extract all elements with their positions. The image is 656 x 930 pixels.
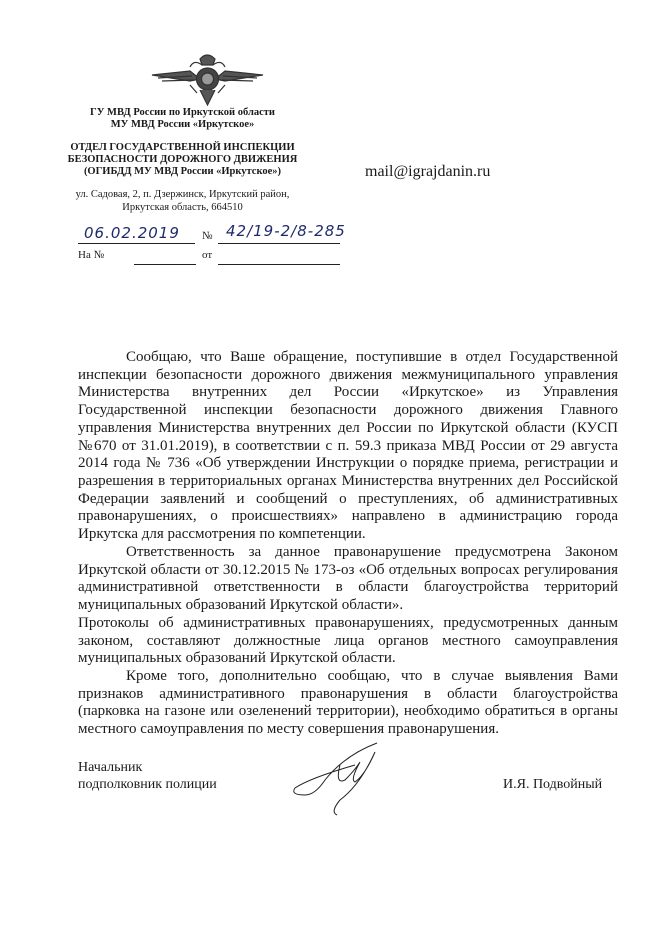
body-line — [78, 455, 618, 472]
body-line — [78, 367, 618, 384]
body-line-text: разрешения в территориальных органах Министерства внутренних дел Российской — [78, 472, 618, 489]
body-line-text: Министерства внутренних дел России «Иркутское» из Управления — [78, 384, 618, 401]
body-line — [78, 473, 618, 490]
body-line-text: законом, составляют должностные лица органов местного самоуправления — [78, 632, 618, 649]
mvd-emblem-icon — [150, 45, 265, 107]
body-line-text: Протоколы об административных правонарушениях, предусмотренных данным — [78, 615, 618, 631]
body-line — [78, 579, 618, 596]
outgoing-number: 42/19-2/8-285 — [226, 222, 346, 240]
body-line — [78, 420, 618, 437]
body-line-text: административной ответственности в области благоустройства территорий — [78, 579, 618, 596]
org-name-line2: МУ МВД России «Иркутское» — [110, 119, 255, 130]
ref-from-underline — [218, 264, 340, 265]
body-line — [78, 650, 618, 667]
body-line — [78, 562, 618, 579]
body-line-text: инспекции безопасности дорожного движения межмуниципального управления — [78, 366, 618, 383]
ref-from-label: от — [202, 249, 213, 261]
body-line-text: №670 от 31.01.2019), в соответствии с п. 59.3 приказа МВД России от 29 августа — [78, 437, 618, 454]
body-line — [126, 349, 618, 366]
body-line — [126, 668, 618, 685]
body-line — [78, 721, 618, 738]
body-line-text: Сообщаю, что Ваше обращение, поступившие в отдел Государственной — [126, 349, 618, 365]
outgoing-date: 06.02.2019 — [84, 224, 180, 242]
number-label: № — [202, 230, 213, 242]
dept-name-line1: ОТДЕЛ ГОСУДАРСТВЕННОЙ ИНСПЕКЦИИ — [70, 142, 295, 153]
body-line-text: 2014 года № 736 «Об утверждении Инструкции о порядке приема, регистрации и — [78, 455, 618, 472]
body-line-text: управления Министерства внутренних дел России по Иркутской области (КУСП — [78, 419, 618, 436]
ref-number-underline — [134, 264, 196, 265]
address-line1: ул. Садовая, 2, п. Дзержинск, Иркутский район, — [75, 189, 290, 200]
body-line — [78, 615, 618, 632]
body-line — [78, 597, 618, 614]
body-line-text: Ответственность за данное правонарушение предусмотрена Законом — [126, 544, 618, 560]
body-line — [78, 633, 618, 650]
recipient-email: mail@igrajdanin.ru — [365, 163, 491, 180]
date-underline — [78, 243, 195, 244]
org-name-line1: ГУ МВД России по Иркутской области — [90, 107, 275, 118]
body-line — [126, 544, 618, 561]
dept-name-line2: БЕЗОПАСНОСТИ ДОРОЖНОГО ДВИЖЕНИЯ — [67, 154, 298, 165]
number-underline — [218, 243, 340, 244]
signer-position-line1: Начальник — [78, 760, 143, 775]
body-line — [78, 686, 618, 703]
body-line-text: признаков административного правонарушения в области благоустройства — [78, 685, 618, 702]
body-line — [78, 491, 618, 508]
body-line-text: местного самоуправления по месту совершения правонарушения. — [78, 721, 499, 738]
body-line-text: муниципальных образований Иркутской области». — [78, 597, 404, 614]
signature-icon — [285, 740, 395, 820]
body-line-text: Иркутской области от 30.12.2015 № 173-оз «Об отдельных вопросах регулирования — [78, 561, 618, 578]
body-line-text: муниципальных образований Иркутской области. — [78, 650, 396, 667]
signer-name: И.Я. Подвойный — [503, 777, 603, 792]
body-line — [78, 526, 618, 543]
body-line — [78, 508, 618, 525]
body-line-text: Государственной инспекции безопасности дорожного движения Главного — [78, 402, 618, 419]
body-line — [78, 384, 618, 401]
body-line — [78, 402, 618, 419]
ref-number-label: На № — [78, 249, 105, 261]
body-line-text: Федерации заявлений и сообщений о преступлениях, об административных — [78, 490, 618, 507]
body-line-text: (парковка на газоне или озеленений территории), необходимо обратиться в органы — [78, 703, 618, 720]
signer-position-line2: подполковник полиции — [78, 777, 217, 792]
body-line-text: правонарушениях, о происшествиях» направлено в администрацию города — [78, 508, 618, 525]
dept-name-line3: (ОГИБДД МУ МВД России «Иркутское») — [83, 166, 282, 177]
body-line — [78, 438, 618, 455]
body-line-text: Иркутска для рассмотрения по компетенции. — [78, 526, 366, 542]
body-line-text: Кроме того, дополнительно сообщаю, что в случае выявления Вами — [126, 668, 618, 684]
address-line2: Иркутская область, 664510 — [122, 202, 243, 213]
body-line — [78, 703, 618, 720]
